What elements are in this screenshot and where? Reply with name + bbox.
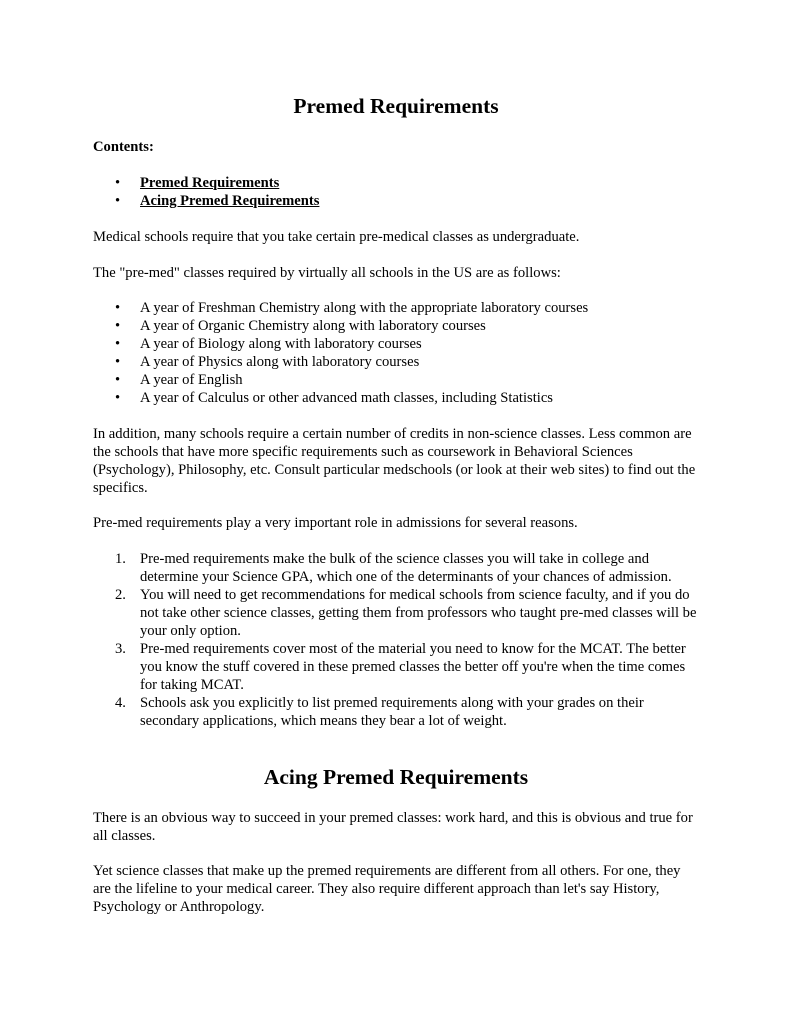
number-marker: 2. <box>115 587 126 603</box>
bullet-marker: • <box>115 175 121 191</box>
list-item <box>93 299 699 317</box>
number-marker: 1. <box>115 551 126 567</box>
bullet-marker: • <box>115 300 121 316</box>
bullet-marker: • <box>115 336 121 352</box>
bullet-marker: • <box>115 372 121 388</box>
bullet-marker: • <box>115 354 121 370</box>
list-item <box>93 586 699 640</box>
contents-link-acing-premed-requirements[interactable]: Acing Premed Requirements <box>140 193 320 209</box>
contents-label: Contents: <box>93 139 154 155</box>
contents-item <box>93 192 699 210</box>
list-item <box>93 694 699 730</box>
reason-text: Pre-med requirements make the bulk of the science classes you will take in college and determine your Science GPA, which one of the determinants of your chances of admission. <box>140 551 672 585</box>
bullet-marker: • <box>115 318 121 334</box>
requirement-text: A year of Organic Chemistry along with laboratory courses <box>140 318 486 334</box>
reason-text: Pre-med requirements cover most of the material you need to know for the MCAT. The better you know the stuff covered in these premed classes the better off you're when the time comes for taking MCAT. <box>140 641 686 693</box>
reason-text: Schools ask you explicitly to list premed requirements along with your grades on their secondary applications, which means they bear a lot of weight. <box>140 695 644 729</box>
number-marker: 4. <box>115 695 126 711</box>
addition-paragraph: In addition, many schools require a certain number of credits in non-science classes. Less common are the schools that have more specific requirements such as coursework in Behavioral Sciences (Psychology), Philosophy, etc. Consult particular medschools (or look at their web sites) to find out the specifics. <box>93 426 696 496</box>
bullet-marker: • <box>115 193 121 209</box>
requirement-text: A year of Biology along with laboratory courses <box>140 336 422 352</box>
section-title-acing: Acing Premed Requirements <box>263 765 529 789</box>
contents-list <box>93 174 699 210</box>
reasons-list <box>93 550 699 730</box>
list-item <box>93 550 699 586</box>
list-item <box>93 371 699 389</box>
importance-paragraph: Pre-med requirements play a very important role in admissions for several reasons. <box>93 515 578 531</box>
classes-intro-paragraph: The "pre-med" classes required by virtually all schools in the US are as follows: <box>93 265 561 281</box>
reason-text: You will need to get recommendations for medical schools from science faculty, and if you do not take other science classes, getting them from professors who taught pre-med classes will be your only option. <box>140 587 697 639</box>
page-title: Premed Requirements <box>293 94 499 118</box>
intro-paragraph: Medical schools require that you take certain pre-medical classes as undergraduate. <box>93 229 580 245</box>
requirements-list <box>93 299 699 407</box>
contents-link-premed-requirements[interactable]: Premed Requirements <box>140 175 280 191</box>
bullet-marker: • <box>115 390 121 406</box>
requirement-text: A year of Freshman Chemistry along with the appropriate laboratory courses <box>140 300 589 316</box>
list-item <box>93 335 699 353</box>
requirement-text: A year of Calculus or other advanced math classes, including Statistics <box>140 390 553 406</box>
list-item <box>93 317 699 335</box>
requirement-text: A year of English <box>140 372 243 388</box>
number-marker: 3. <box>115 641 126 657</box>
list-item <box>93 389 699 407</box>
acing-paragraph-2: Yet science classes that make up the premed requirements are different from all others. For one, they are the lifeline to your medical career. They also require different approach than let's say History, Psychology or Anthropology. <box>93 863 681 915</box>
acing-paragraph-1: There is an obvious way to succeed in your premed classes: work hard, and this is obvious and true for all classes. <box>93 810 693 844</box>
list-item <box>93 640 699 694</box>
list-item <box>93 353 699 371</box>
contents-item <box>93 174 699 192</box>
requirement-text: A year of Physics along with laboratory courses <box>140 354 420 370</box>
